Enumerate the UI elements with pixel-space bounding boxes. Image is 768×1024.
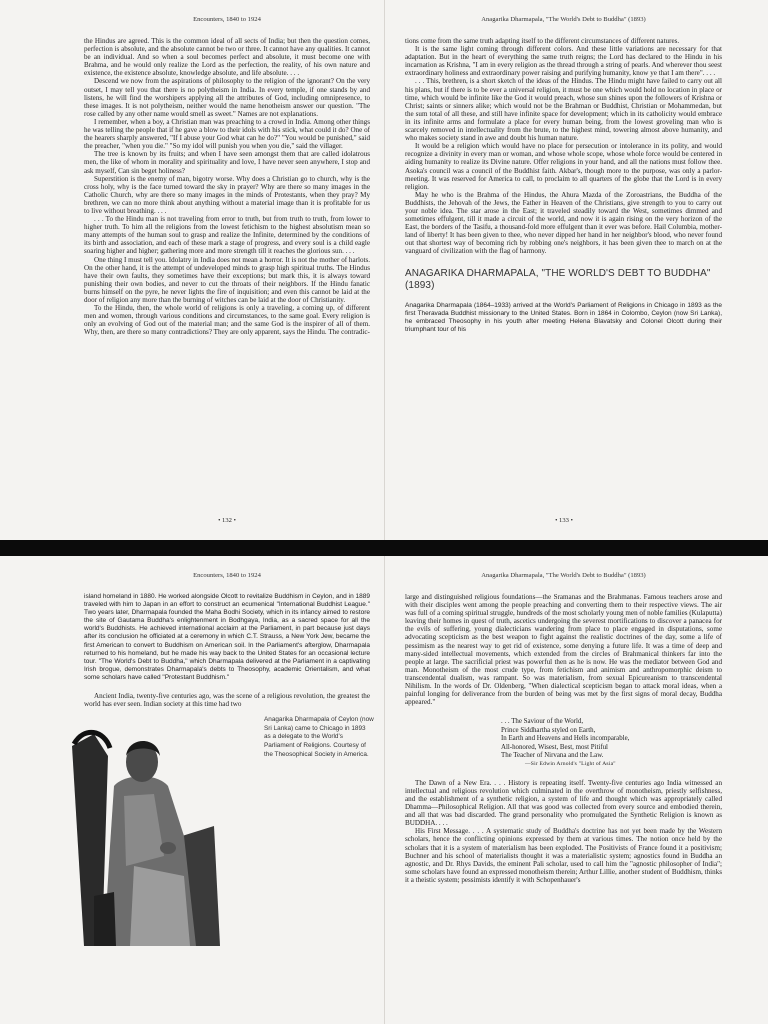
chapter-intro: Anagarika Dharmapala (1864–1933) arrived at the World's Parliament of Religions in Chicago in 1893 as the first Theravada Buddhist missionary to the United States. Born in 1864 in Colombo, Ceylon (now Sri Lanka), he embraced Theosophy in his youth after meeting Helena Blavatsky and Colonel Olcott during their triumphant tour of his [405, 301, 722, 333]
paragraph: the Hindus are agreed. This is the common ideal of all sects of India; but then the question comes, perfection is absolute, and the absolute cannot be two or three. It cannot have any qualities. It cannot be an individual. And so when a soul becomes perfect and absolute, it must become one with Brahma, and he would only realize the Lord as the perfection, the reality, of his own nature and existence, the existence absolute, knowledge absolute, and life absolute. . . . [84, 37, 370, 78]
paragraph: May he who is the Brahma of the Hindus, the Ahura Mazda of the Zoroastrians, the Buddha of the Buddhists, the Jehovah of the Jews, the Father in Heaven of the Christians, give strength to you to carry out your noble idea. The star arose in the East; it traveled steadily toward the West, sometimes dimmed and sometimes effulgent, till it made a circuit of the world, and now it is again rising on the very horizon of the East, the borders of the Tasifu, a thousand-fold more effulgent than it ever was before. Hail Columbia, mother-land of liberty! It has been given to thee, who never dipped her hand in her neighbor's blood, who never found out that shortest way of becoming rich by robbing one's neighbors, it has been given thee to march on at the vanguard of civilization with the flag of harmony. [405, 190, 722, 256]
portrait-photo [64, 716, 234, 946]
page-135 [384, 556, 768, 1024]
page-134-body [84, 692, 370, 708]
epigraph-poem [501, 718, 722, 768]
chapter-intro-continued: island homeland in 1880. He worked alongside Olcott to revitalize Buddhism in Ceylon, and in 1889 traveled with him to Japan in an effort to construct an ecumenical "International Buddhist League." Two years later, Dharmapala founded the Maha Bodhi Society, which in its infancy aimed to restore the site of Gautama Buddha's enlightenment in Bodhgaya, India, as a sacred space for all the world's Buddhists. He achieved international acclaim at the Parliament, in part because just days after its conclusion he officiated at a ceremony in which C.T. Strauss, a New York Jew, became the first American to convert to Buddhism on American soil. In the Parliament's afterglow, Dharmapala returned to his homeland, but he made his way back to the United States for an occasional lecture tour. "The World's Debt to Buddha," which Dharmapala delivered at the Parliament in a captivating Irish brogue, demonstrates Dharmapala's debts to Theosophy, academic Orientalism, and what some scholars have called "Protestant Buddhism." [84, 593, 370, 681]
paragraph: large and distinguished religious foundations—the Sramanas and the Brahmanas. Famous teachers arose and with their disciples went among the people preaching and converting them to their respective views. The air was full of a coming spiritual struggle, hundreds of the most scholarly young men of noble families (Kulaputta) leaving their homes in quest of truth, ascetics undergoing the severest mortifications to discover a panacea for the evils of suffering, young dialecticians wandering from place to place engaged in disputations, some advocating scepticism as the best weapon to fight against the realistic doctrines of the day, some a life of pessimism as the nearest way to get rid of existence, some denying a future life. It was a time of deep and many-sided intellectual movements, which extended from the circles of Brahmanical thinkers far into the people at large. The sacrificial priest was powerful then as he is now. He was the mediator between God and man. Monotheism of the most crude type, from fetichism and animism and anthropomorphic deism to transcendental dualism, was rampant. So was materialism, from sexual Epicureanism to transcendental Nihilism. In the words of Dr. Oldenberg, "When dialectical scepticism began to attack moral ideas, when a painful longing for deliverance from the burden of being was met by the first signs of moral decay, Buddha appeared." [405, 593, 722, 707]
paragraph: Ancient India, twenty-five centuries ago, was the scene of a religious revolution, the greatest the world has ever seen. Indian society at this time had two [84, 692, 370, 709]
poem-line: Prince Siddhartha styled on Earth, [501, 726, 596, 734]
running-head: Encounters, 1840 to 1924 [193, 16, 261, 23]
paragraph: I remember, when a boy, a Christian man was preaching to a crowd in India. Among other things he was telling the people that if he gave a blow to their idols with his stick, what could it do? One of the hearers sharply answered, "If I abuse your God what can he do?" "You would be punished," said the preacher, "when you die." "So my idol will punish you when you die," said the villager. [84, 117, 370, 151]
scan-gap [0, 540, 768, 556]
paragraph: The tree is known by its fruits; and when I have seen amongst them that are called idolatrous men, the like of whom in morality and spirituality and love, I have never seen anywhere, I stop and ask myself, Can sin beget holiness? [84, 150, 370, 175]
page-133-body [405, 37, 722, 256]
page-132-body [84, 37, 370, 336]
paragraph: His First Message. . . . A systematic study of Buddha's doctrine has not yet been made by the Western scholars, hence the conflicting opinions expressed by them at various times. The notion once held by the scholars that it is a system of materialism has been exploded. The Positivists of France found it a positivism; Buchner and his school of materialists thought it was a materialistic system; agnostics found in Buddha an agnostic, and Dr. Rhys Davids, the eminent Pali scholar, used to call him the "agnostic philosopher of India"; some scholars have found an expressed monotheism therein; Arthur Lillie, another student of Buddhism, thinks it a theistic system; pessimists identify it with Schopenhauer's [405, 827, 722, 884]
section-heading: ANAGARIKA DHARMAPALA, "THE WORLD'S DEBT TO BUDDHA" (1893) [405, 267, 711, 291]
poem-line: In Earth and Heavens and Hells incomparable, [501, 735, 630, 743]
running-head: Anagarika Dharmapala, "The World's Debt to Buddha" (1893) [481, 16, 646, 23]
running-head: Anagarika Dharmapala, "The World's Debt to Buddha" (1893) [481, 572, 646, 579]
paragraph: tions come from the same truth adapting itself to the different circumstances of different natures. [405, 37, 680, 45]
paragraph: Superstition is the enemy of man, bigotry worse. Why does a Christian go to church, why is the cross holy, why is the face turned toward the sky in prayer? Why are there so many images in the Catholic Church, why are there so many images in the minds of Protestants, when they pray? My brethren, we can no more think about anything without a material image than it is profitable for us to live without breathing. . . . [84, 174, 370, 215]
figure [84, 716, 374, 946]
paragraph: . . . This, brethren, is a short sketch of the ideas of the Hindus. The Hindu might have failed to carry out all his plans, but if there is to be ever a universal religion, it must be one which would hold no location in place or time, which would be infinite like the God it would preach, whose sun shines upon the followers of Krishna or Christ; saints or sinners alike; which would not be the Brahman or Buddhist, Christian or Mohammedan, but the sum total of all these, and still have infinite space for development; which in its catholicity would embrace in its infinite arms and formulate a place for every human being, from the lowest groveling man who is scarcely removed in intellectuality from the brute, to the highest mind, towering almost above humanity, and who makes society stand in awe and doubt his human nature. [405, 77, 722, 143]
poem-line: The Teacher of Nirvana and the Law. [501, 751, 604, 759]
page-134 [0, 556, 384, 1024]
photo-caption: Anagarika Dharmapala of Ceylon (now Sri Lanka) came to Chicago in 1893 as a delegate to the World's Parliament of Religions. Courtesy of the Theosophical Society in America. [264, 716, 374, 758]
running-head: Encounters, 1840 to 1924 [193, 572, 261, 579]
paragraph: One thing I must tell you. Idolatry in India does not mean a horror. It is not the mother of harlots. On the other hand, it is the attempt of undeveloped minds to grasp high spiritual truths. The Hindus have their own faults, they sometimes have their exceptions; but mark this, it is always toward punishing their own bodies, and never to cut the throats of their neighbors. If the Hindu fanatic burns himself on the pyre, he never lights the fire of inquisition; and even this cannot be laid at the door of religion any more than the burning of witches can be laid at the door of Christianity. [84, 255, 370, 304]
page-135-body-continued [405, 779, 722, 884]
page-number: • 133 • [555, 517, 573, 524]
page-133 [384, 0, 768, 540]
paragraph: Descend we now from the aspirations of philosophy to the religion of the ignorant? On the very outset, I may tell you that there is no polytheism in India. In every temple, if one stands by and listens, he will find the worshipers applying all the attributes of God, including omnipresence, to these images. It is not polytheism, neither would the name henotheism answer our question. "The rose called by any other name would smell as sweet." Names are not explanations. [84, 77, 370, 118]
paragraph: It would be a religion which would have no place for persecution or intolerance in its polity, and would recognize a divinity in every man or woman, and whose whole scope, whose whole force would be centered in aiding humanity to realize its Divine nature. Offer religions in your hand, and all the nations must follow thee. Asoka's council was a council of the Buddhist faith. Akbar's, though more to the purpose, was only a parlor-meeting. It was reserved for America to call, to proclaim to all quarters of the globe that the Lord is in every religion. [405, 142, 722, 191]
poem-attribution: —Sir Edwin Arnold's "Light of Asia" [525, 761, 616, 768]
paragraph: To the Hindu, then, the whole world of religions is only a traveling, a coming up, of different men and women, through various conditions and circumstances, to the same goal. Every religion is only an evolving of God out of the material man; and the same God is the inspirer of all of them. Why, then, are there so many contradictions? They are only apparent, says the Hindu. The contradic- [84, 304, 370, 337]
page-number: • 132 • [218, 517, 236, 524]
poem-line: . . . The Saviour of the World, [501, 718, 584, 726]
page-132 [0, 0, 384, 540]
bottom-spread [0, 556, 768, 1024]
page-135-body [405, 593, 722, 706]
poem-line: All-honored, Wisest, Best, most Pitiful [501, 743, 608, 751]
paragraph: It is the same light coming through different colors. And these little variations are necessary for that adaptation. But in the heart of everything the same truth reigns; the Lord has declared to the Hindu in his incarnation as Krishna, "I am in every religion as the thread through a string of pearls. And wherever thou seest extraordinary holiness and extraordinary power raising and purifying humanity, know ye that I am there". . . . [405, 45, 722, 78]
paragraph: . . . To the Hindu man is not traveling from error to truth, but from truth to truth, from lower to higher truth. To him all the religions from the lowest fetichism to the highest absolutism mean so many attempts of the human soul to grasp and realize the Infinite, determined by the conditions of its birth and association, and each of these mark a stage of progress, and every soul is a child eagle soaring higher and higher; gathering more and more strength till it reaches the glorious sun. . . . [84, 215, 370, 256]
paragraph: The Dawn of a New Era. . . . History is repeating itself. Twenty-five centuries ago India witnessed an intellectual and religious revolution which culminated in the overthrow of monotheism, priestly selfishness, and the establishment of a synthetic religion, a system of life and thought which was appropriately called Dhamma—Philosophical Religion. All that was good was collected from every source and embodied therein, and all that was bad discarded. The grand personality who promulgated the Synthetic Religion is known as BUDDHA. . . . [405, 778, 722, 828]
